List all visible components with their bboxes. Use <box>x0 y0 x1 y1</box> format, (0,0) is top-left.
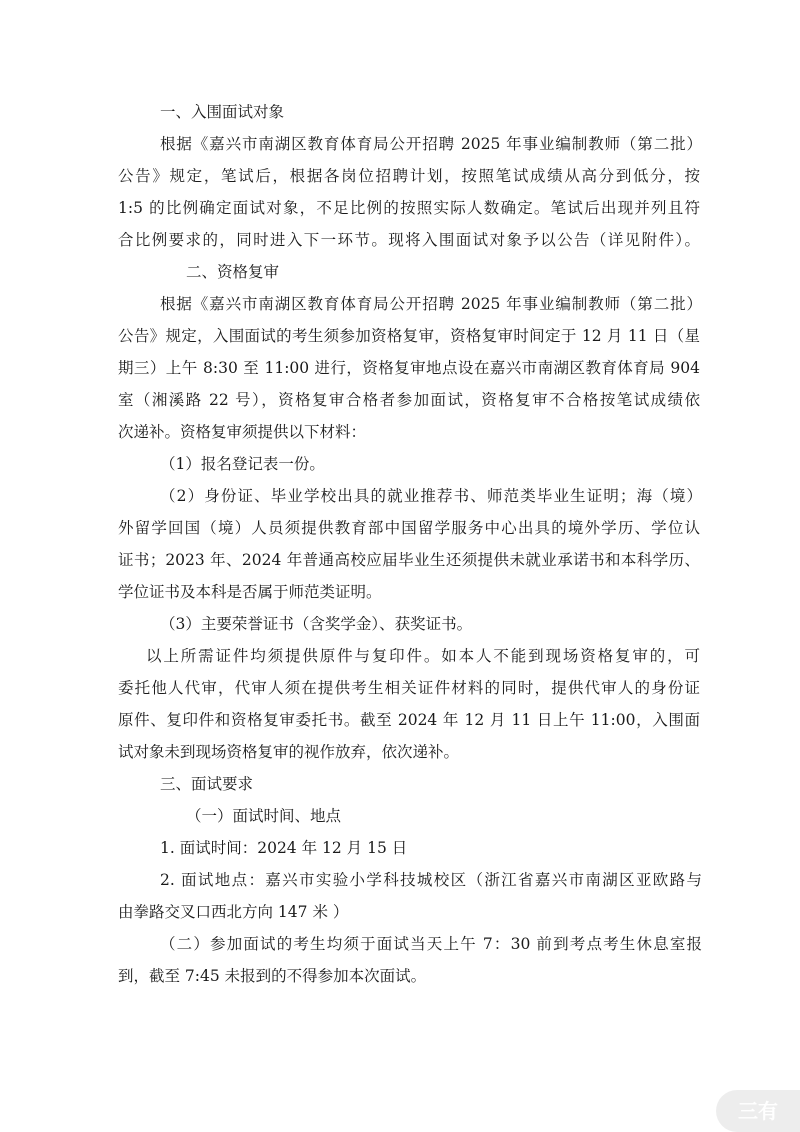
paragraph-line: 到，截至 7:45 未报到的不得参加本次面试。 <box>118 967 427 985</box>
subheading: （一）面试时间、地点 <box>186 807 342 825</box>
paragraph-line: 试对象未到现场资格复审的视作放弃，依次递补。 <box>118 743 460 761</box>
paragraph-line: 室（湘溪路 22 号），资格复审合格者参加面试，资格复审不合格按笔试成绩依 <box>118 391 700 409</box>
paragraph-line: 学位证书及本科是否属于师范类证明。 <box>118 583 382 601</box>
paragraph-line: 根据《嘉兴市南湖区教育体育局公开招聘 2025 年事业编制教师（第二批） <box>160 135 702 153</box>
list-item: （2）身份证、毕业学校出具的就业推荐书、师范类毕业生证明；海（境） <box>160 487 702 505</box>
paragraph-line: 外留学回国（境）人员须提供教育部中国留学服务中心出具的境外学历、学位认 <box>118 519 700 537</box>
heading-3: 三、面试要求 <box>160 775 254 793</box>
paragraph-line: 根据《嘉兴市南湖区教育体育局公开招聘 2025 年事业编制教师（第二批） <box>160 295 702 313</box>
list-item: 2. 面试地点：嘉兴市实验小学科技城校区（浙江省嘉兴市南湖区亚欧路与 <box>160 871 702 889</box>
paragraph-line: 公告》规定，入围面试的考生须参加资格复审，资格复审时间定于 12 月 11 日（星 <box>118 327 700 345</box>
paragraph-line: 期三）上午 8:30 至 11:00 进行，资格复审地点设在嘉兴市南湖区教育体育局 904 <box>118 359 700 377</box>
paragraph-line: 委托他人代审，代审人须在提供考生相关证件材料的同时，提供代审人的身份证 <box>118 679 700 697</box>
list-item: （1）报名登记表一份。 <box>160 455 325 473</box>
paragraph-line: 证书；2023 年、2024 年普通高校应届毕业生还须提供未就业承诺书和本科学历、 <box>118 551 700 569</box>
paragraph-line: 次递补。资格复审须提供以下材料： <box>118 423 367 441</box>
paragraph-line: 由拳路交叉口西北方向 147 米 ） <box>118 903 349 921</box>
paragraph-line: 原件、复印件和资格复审委托书。截至 2024 年 12 月 11 日上午 11:00，入围面 <box>118 711 700 729</box>
heading-2: 二、资格复审 <box>186 263 280 281</box>
paragraph-line: 合比例要求的，同时进入下一环节。现将入围面试对象予以公告（详见附件）。 <box>118 231 700 249</box>
list-item: （3）主要荣誉证书（含奖学金）、获奖证书。 <box>160 615 473 633</box>
paragraph-line: 1:5 的比例确定面试对象，不足比例的按照实际人数确定。笔试后出现并列且符 <box>118 199 700 217</box>
heading-1: 一、入围面试对象 <box>160 103 285 121</box>
paragraph-line: 公告》规定，笔试后，根据各岗位招聘计划，按照笔试成绩从高分到低分，按 <box>118 167 700 185</box>
paragraph-line: （二）参加面试的考生均须于面试当天上午 7：30 前到考点考生休息室报 <box>160 935 702 953</box>
watermark-logo: 三有 <box>716 1090 800 1132</box>
paragraph-line: 以上所需证件均须提供原件与复印件。如本人不能到现场资格复审的，可 <box>146 647 700 665</box>
list-item: 1. 面试时间：2024 年 12 月 15 日 <box>160 839 408 857</box>
